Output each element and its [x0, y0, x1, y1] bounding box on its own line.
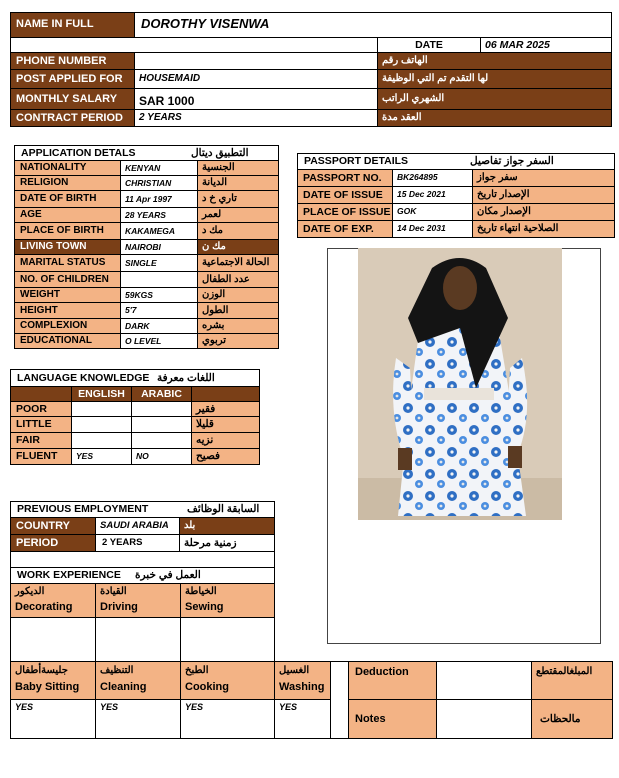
app-row-label: HEIGHT: [14, 302, 121, 319]
app-row-arabic: تاري خ د: [197, 190, 279, 208]
skill-top-cell: [180, 583, 275, 618]
skill-bottom-value: YES: [274, 699, 331, 739]
skill-sewing-value: [180, 617, 275, 662]
skill-bottom-value: YES: [10, 699, 96, 739]
work-title: WORK EXPERIENCE: [17, 569, 121, 581]
language-row-label: FAIR: [10, 432, 72, 449]
notes-arabic: مالحظات: [531, 699, 613, 739]
previous-title: PREVIOUS EMPLOYMENT: [17, 503, 149, 515]
skill-bottom-cell: [180, 661, 275, 700]
passport-row-value: 15 Dec 2021: [392, 186, 473, 204]
application-title: APPLICATION DETALS: [21, 147, 136, 159]
app-row-value: 11 Apr 1997: [120, 190, 198, 208]
app-row-value: O LEVEL: [120, 333, 198, 349]
skill-decorating-value: [10, 617, 96, 662]
app-row-label: LIVING TOWN: [14, 239, 121, 255]
app-row-value: NAIROBI: [120, 239, 198, 255]
skill-bottom-label: Cooking: [185, 681, 229, 693]
skill-bottom-label: Washing: [279, 681, 325, 693]
salary-value: SAR 1000: [134, 88, 378, 110]
phone-label: PHONE NUMBER: [10, 52, 135, 70]
passport-row-label: DATE OF EXP.: [297, 220, 393, 238]
application-title-ar: التطبيق ديتال: [191, 147, 249, 159]
app-row-arabic: لعمر: [197, 207, 279, 223]
work-title-ar: العمل في خبرة: [135, 569, 201, 581]
notes-label: Notes: [348, 699, 437, 739]
language-corner-right: [191, 386, 260, 402]
salary-label: MONTHLY SALARY: [10, 88, 135, 110]
skill-top-arabic: القيادة: [100, 586, 127, 597]
phone-value: [134, 52, 378, 70]
work-title-row: [10, 567, 275, 584]
app-row-label: PLACE OF BIRTH: [14, 222, 121, 240]
language-row-arabic-level: [131, 432, 192, 449]
date-label: DATE: [377, 37, 481, 53]
deduction-value: [436, 661, 532, 700]
passport-row-label: PLACE OF ISSUE: [297, 203, 393, 221]
language-row-english: YES: [71, 448, 132, 465]
language-title: LANGUAGE KNOWLEDGE: [17, 372, 150, 384]
skill-top-label: Driving: [100, 601, 138, 613]
app-row-value: 59KGS: [120, 287, 198, 303]
passport-row-arabic: الصلاحية انتهاء تاريخ: [472, 220, 615, 238]
language-row-label: POOR: [10, 401, 72, 418]
skill-bottom-value: YES: [95, 699, 181, 739]
app-row-arabic: عدد الطفال: [197, 271, 279, 288]
skill-bottom-arabic: الطبخ: [185, 665, 209, 676]
skill-bottom-arabic: التنظيف: [100, 665, 134, 676]
period-label: PERIOD: [10, 534, 96, 552]
passport-title-ar: السفر جواز تفاصيل: [470, 155, 554, 167]
skill-bottom-arabic: الغسيل: [279, 665, 310, 676]
skill-top-arabic: الديكور: [15, 586, 45, 597]
language-col-english: ENGLISH: [71, 386, 132, 402]
period-arabic: زمنية مرحلة: [179, 534, 275, 552]
app-row-value: KENYAN: [120, 160, 198, 176]
language-col-arabic: ARABIC: [131, 386, 192, 402]
language-row-label: FLUENT: [10, 448, 72, 465]
passport-row-value: BK264895: [392, 169, 473, 187]
notes-value: [436, 699, 532, 739]
skill-bottom-cell: [95, 661, 181, 700]
passport-row-value: GOK: [392, 203, 473, 221]
passport-title: PASSPORT DETAILS: [304, 155, 409, 167]
application-title-row: [14, 145, 279, 161]
skill-top-arabic: الخياطة: [185, 586, 217, 597]
app-row-label: NO. OF CHILDREN: [14, 271, 121, 288]
skill-top-cell: [10, 583, 96, 618]
contract-label: CONTRACT PERIOD: [10, 109, 135, 127]
language-title-row: [10, 369, 260, 387]
country-value: SAUDI ARABIA: [95, 517, 180, 535]
date-value: 06 MAR 2025: [480, 37, 612, 53]
app-row-value: [120, 271, 198, 288]
contract-value: 2 YEARS: [134, 109, 378, 127]
passport-row-arabic: الإصدار تاريخ: [472, 186, 615, 204]
app-row-arabic: تربوي: [197, 333, 279, 349]
language-row-ar: قليلا: [191, 416, 260, 433]
salary-arabic: الشهري الراتب: [377, 88, 612, 110]
app-row-label: DATE OF BIRTH: [14, 190, 121, 208]
app-row-value: SINGLE: [120, 254, 198, 272]
app-row-label: MARITAL STATUS: [14, 254, 121, 272]
skill-top-label: Decorating: [15, 601, 73, 613]
language-row-ar: نزيه: [191, 432, 260, 449]
app-row-arabic: الطول: [197, 302, 279, 319]
skill-top-label: Sewing: [185, 601, 224, 613]
skill-bottom-cell: [10, 661, 96, 700]
app-row-arabic: الوزن: [197, 287, 279, 303]
passport-row-label: PASSPORT NO.: [297, 169, 393, 187]
passport-title-row: [297, 153, 615, 170]
post-arabic: لها التقدم تم التي الوظيفة: [377, 69, 612, 89]
period-value: 2 YEARS: [95, 534, 180, 552]
app-row-arabic: الجنسية: [197, 160, 279, 176]
app-row-arabic: بشره: [197, 318, 279, 334]
app-row-label: NATIONALITY: [14, 160, 121, 176]
deduction-label: Deduction: [348, 661, 437, 700]
language-row-arabic-level: [131, 416, 192, 433]
skill-bottom-value: YES: [180, 699, 275, 739]
blank-row: [10, 37, 378, 53]
skill-driving-value: [95, 617, 181, 662]
country-arabic: بلد: [179, 517, 275, 535]
applicant-photo: [358, 248, 562, 520]
app-row-arabic: الديانة: [197, 175, 279, 191]
name-value: DOROTHY VISENWA: [134, 12, 612, 38]
skill-bottom-arabic: جليسةأطفال: [15, 665, 68, 676]
app-row-label: WEIGHT: [14, 287, 121, 303]
app-row-value: 5'7: [120, 302, 198, 319]
language-row-english: [71, 416, 132, 433]
skill-bottom-label: Cleaning: [100, 681, 147, 693]
passport-row-arabic: الإصدار مكان: [472, 203, 615, 221]
app-row-value: 28 YEARS: [120, 207, 198, 223]
app-row-arabic: مك ن: [197, 239, 279, 255]
spacer-cell: [330, 661, 349, 739]
skill-bottom-label: Baby Sitting: [15, 681, 80, 693]
app-row-label: EDUCATIONAL: [14, 333, 121, 349]
app-row-label: RELIGION: [14, 175, 121, 191]
language-row-english: [71, 432, 132, 449]
previous-title-row: [10, 501, 275, 518]
language-row-ar: فصيح: [191, 448, 260, 465]
app-row-value: KAKAMEGA: [120, 222, 198, 240]
app-row-label: AGE: [14, 207, 121, 223]
language-row-label: LITTLE: [10, 416, 72, 433]
phone-arabic: الهاتف رقم: [377, 52, 612, 70]
passport-row-arabic: سفر جواز: [472, 169, 615, 187]
previous-title-ar: السابقة الوظائف: [187, 503, 260, 515]
app-row-arabic: الحالة الاجتماعية: [197, 254, 279, 272]
contract-arabic: العقد مدة: [377, 109, 612, 127]
language-corner: [10, 386, 72, 402]
passport-row-label: DATE OF ISSUE: [297, 186, 393, 204]
skill-bottom-cell: [274, 661, 331, 700]
app-row-arabic: مك د: [197, 222, 279, 240]
post-value: HOUSEMAID: [134, 69, 378, 89]
language-row-ar: فقير: [191, 401, 260, 418]
app-row-value: DARK: [120, 318, 198, 334]
previous-blank-row: [10, 551, 275, 568]
name-label: NAME IN FULL: [10, 12, 135, 38]
language-title-ar: اللغات معرفة: [157, 372, 215, 384]
deduction-arabic: المبلغالمقتطع: [531, 661, 613, 700]
post-label: POST APPLIED FOR: [10, 69, 135, 89]
country-label: COUNTRY: [10, 517, 96, 535]
language-row-arabic-level: NO: [131, 448, 192, 465]
skill-top-cell: [95, 583, 181, 618]
passport-row-value: 14 Dec 2031: [392, 220, 473, 238]
app-row-value: CHRISTIAN: [120, 175, 198, 191]
app-row-label: COMPLEXION: [14, 318, 121, 334]
